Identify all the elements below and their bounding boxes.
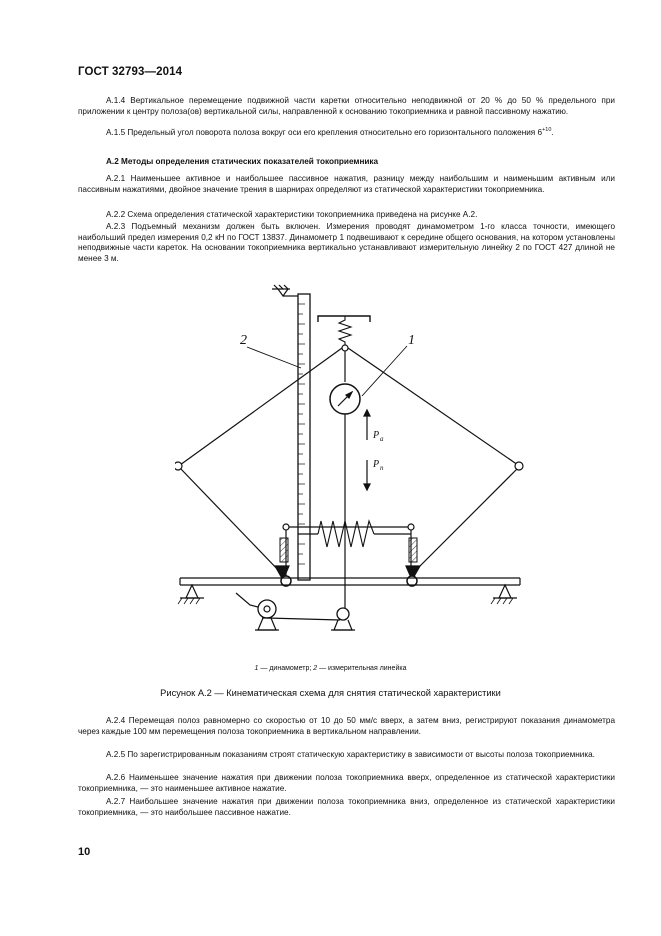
left-base-support — [186, 585, 198, 598]
main-spring — [318, 521, 374, 547]
figure-legend — [0, 665, 661, 672]
left-knee-hinge — [175, 462, 182, 470]
top-hinge — [278, 289, 288, 296]
leader-dynamometer — [362, 346, 407, 396]
page-number: 10 — [78, 846, 91, 858]
legend-text-2: — измерительная линейка — [317, 665, 407, 672]
leader-ruler — [247, 347, 301, 368]
paragraph-a2-6: А.2.6 Наименьшее значение нажатия при движении полоза токоприемника вверх, определенное из статической характеристики токоприемника, — это наименьшее активное нажатие. — [78, 773, 615, 793]
frame-lower-left — [180, 468, 282, 574]
force-passive-sub: п — [380, 464, 384, 472]
paragraph-a1-5 — [78, 128, 615, 139]
figure-caption: Рисунок А.2 — Кинематическая схема для снятия статической характеристики — [160, 688, 501, 698]
paragraph-a1-5-end: . — [551, 128, 554, 137]
paragraph-a2-1: А.2.1 Наименьшее активное и наибольшее пассивное нажатия, разницу между наибольшим и наименьшим активным или пассивным нажатиями, двойное значение трения в шарнирах определяют из статической характеристики токоприемника. — [78, 174, 615, 194]
kinematic-diagram — [175, 283, 535, 643]
label-ruler-2: 2 — [240, 333, 247, 348]
paragraph-a2-7: А.2.7 Наибольшее значение нажатия при движении полоза токоприемника вниз, определенное из статической характеристики токоприемника, — это наибольшее пассивное нажатие. — [78, 797, 615, 817]
label-dynamometer-1: 1 — [408, 333, 415, 348]
apex-hinge — [342, 345, 348, 351]
measuring-ruler — [298, 294, 310, 580]
section-title-a2: А.2 Методы определения статических показателей токоприемника — [106, 157, 379, 166]
ruler-ticks — [298, 304, 305, 564]
frame-lower-right — [412, 468, 518, 574]
paragraph-a2-2: А.2.2 Схема определения статической характеристики токоприемника приведена на рисунке А.2. — [106, 210, 478, 219]
paragraph-a2-5: А.2.5 По зарегистрированным показаниям строят статическую характеристику в зависимости от высоты полоза токоприемника. — [106, 750, 595, 759]
frame-upper-right — [348, 348, 518, 465]
paragraph-a2-3: А.2.3 Подъемный механизм должен быть включен. Измерения проводят динамометром 1-го класса точности, имеющего наибольший предел измерения 0,2 кН по ГОСТ 13837. Динамометр 1 подвешивают к середине общего основания, на котором установлены неподвижные части кареток. На основании токоприемника вертикально устанавливают измерительную линейку 2 по ГОСТ 427 длиной не менее 3 м. — [78, 222, 615, 263]
document-header: ГОСТ 32793—2014 — [78, 66, 183, 78]
shoe-spring — [339, 316, 351, 346]
right-knee-hinge — [515, 462, 523, 470]
paragraph-a1-4: А.1.4 Вертикальное перемещение подвижной части каретки относительно неподвижной от 20 % до 50 % предельного при приложении к центру полоза(ов) вертикальной силы, направленной к основанию токоприемника и равной пассивному нажатию. — [78, 96, 615, 116]
angle-tolerance: +10 — [542, 127, 552, 133]
paragraph-a2-4: А.2.4 Перемещая полоз равномерно со скоростью от 10 до 50 мм/с вверх, а затем вниз, регистрируют показания динамометра через каждые 100 мм перемещения полоза токоприемника в вертикальном направлении. — [78, 716, 615, 736]
force-active-label: P — [373, 430, 380, 441]
cable-pulley — [337, 608, 349, 620]
paragraph-a1-5-text: А.1.5 Предельный угол поворота полоза вокруг оси его крепления относительно его горизонтального положения 6 — [106, 128, 543, 137]
right-base-support — [499, 585, 511, 598]
force-active-sub: a — [380, 435, 384, 443]
legend-text-1: — динамометр; — [258, 665, 314, 672]
legend-num-1: 1 — [254, 665, 259, 672]
legend-num-2: 2 — [313, 665, 318, 672]
winch-cable — [267, 618, 340, 620]
frame-upper-left — [180, 348, 342, 465]
force-passive-label: P — [373, 459, 380, 470]
